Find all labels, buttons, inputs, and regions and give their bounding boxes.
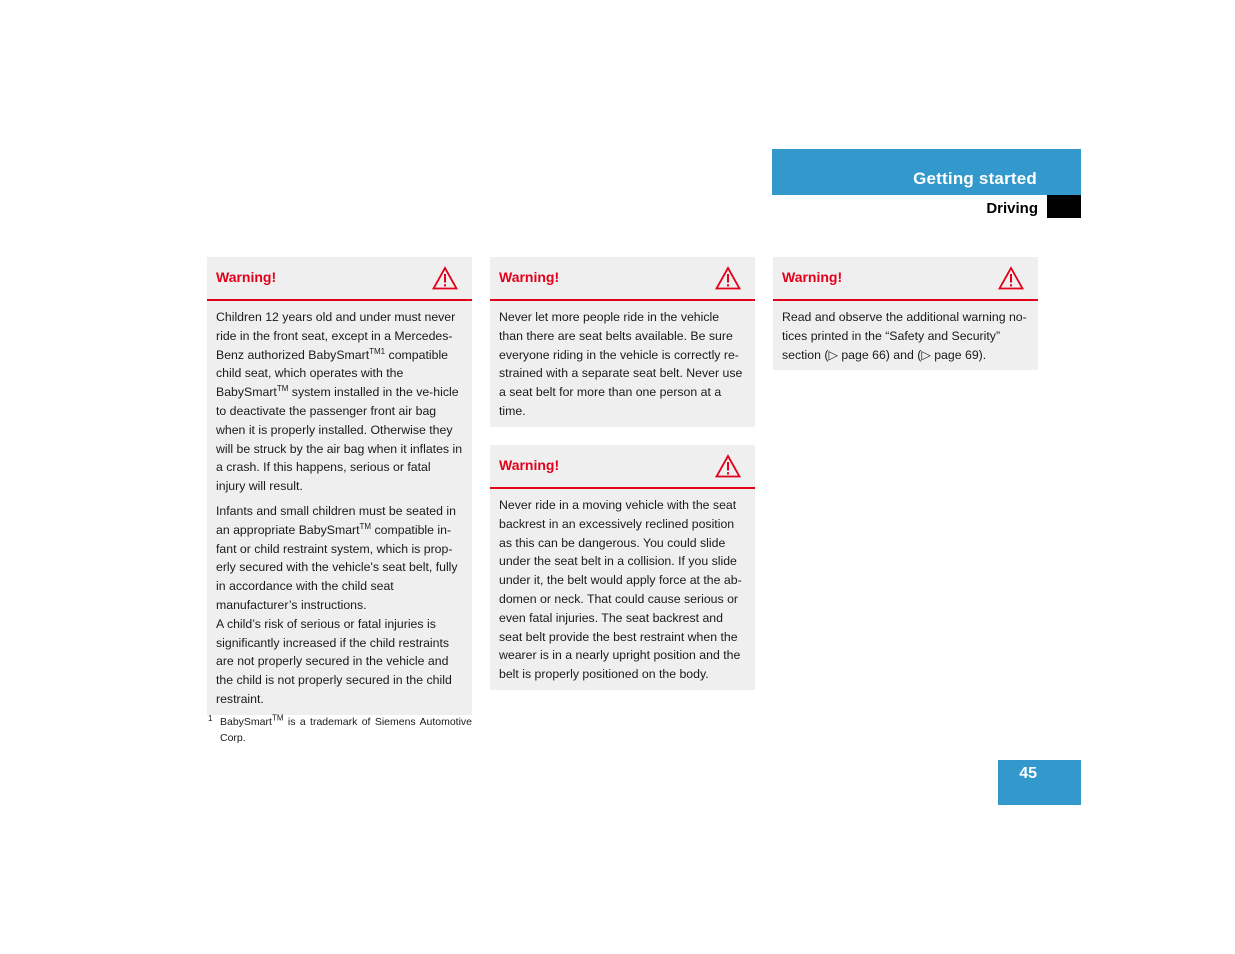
text-segment: Children 12 years old and under must never ride in the front seat, except in a Mercedes-Benz authorized BabySmart	[216, 310, 456, 362]
warning-header	[490, 445, 755, 489]
warning-box-reclined-seat	[490, 445, 755, 690]
warning-header	[773, 257, 1038, 301]
warning-paragraph	[216, 502, 463, 615]
text-segment: compatible in-fant or child restraint system, which is prop-erly secured with the vehicle's seat belt, fully in accordance with the child seat manufacturer’s instructions.	[216, 522, 458, 612]
footnote-mark: 1	[208, 714, 213, 723]
warning-paragraph	[216, 308, 463, 496]
warning-body	[207, 301, 472, 715]
section-title: Getting started	[913, 169, 1037, 188]
warning-paragraph: Never ride in a moving vehicle with the seat backrest in an excessively reclined position as this can be dangerous. You could slide under the seat belt in a collision. If you slide under it, the belt would apply force at the ab-domen or neck. That could cause serious or even fatal injuries. The seat backrest and seat belt provide the best restraint when the wearer is in a nearly upright position and the belt is properly positioned on the body.	[499, 498, 742, 682]
warning-paragraph: Read and observe the additional warning no-tices printed in the “Safety and Security” section (▷ page 66) and (▷ page 69).	[782, 310, 1027, 362]
warning-triangle-icon	[715, 266, 741, 290]
warning-body	[490, 301, 755, 427]
warning-label: Warning!	[216, 269, 277, 285]
warning-triangle-icon	[998, 266, 1024, 290]
warning-paragraph: A child’s risk of serious or fatal injuries is significantly increased if the child restraints are not properly secured in the vehicle and the child is not properly secured in the child restraint.	[216, 616, 452, 706]
page-number-box	[998, 760, 1081, 805]
warning-box-additional-notices	[773, 257, 1038, 370]
warning-triangle-icon	[715, 454, 741, 478]
trademark-superscript: TM1	[369, 346, 386, 356]
warning-header	[207, 257, 472, 301]
warning-triangle-icon	[432, 266, 458, 290]
trademark-superscript: TM	[276, 384, 289, 394]
warning-label: Warning!	[499, 457, 560, 473]
text-segment: Infants and small children must be seated in an appropriate BabySmart	[216, 503, 456, 537]
section-header-bar	[772, 149, 1081, 195]
warning-label: Warning!	[499, 269, 560, 285]
warning-paragraph: Never let more people ride in the vehicle than there are seat belts available. Be sure everyone riding in the vehicle is correctly re-strained with a separate seat belt. Never use a seat belt for more than one person at a time.	[499, 310, 743, 418]
trademark-superscript: TM	[359, 521, 372, 531]
warning-body	[490, 489, 755, 690]
text-segment: system installed in the ve-hicle to deactivate the passenger front air bag when it is properly installed. Otherwise they will be struck by the air bag when it inflates in a crash. If this happens, serious or fatal injury will result.	[216, 385, 463, 494]
subsection-title: Driving	[986, 200, 1038, 217]
text-segment: compatible child seat, which operates with the BabySmart	[216, 347, 449, 400]
warning-label: Warning!	[782, 269, 843, 285]
warning-box-seat-belts	[490, 257, 755, 427]
section-tab-marker	[1047, 195, 1081, 218]
text-segment: BabySmart	[220, 716, 272, 728]
page-number: 45	[1019, 765, 1037, 782]
warning-box-children	[207, 257, 472, 715]
footnote	[207, 714, 472, 746]
trademark-superscript: TM	[271, 713, 284, 723]
text-segment: is a trademark of Siemens Automotive Corp.	[220, 716, 472, 744]
warning-header	[490, 257, 755, 301]
footnote-text	[220, 714, 472, 746]
warning-body	[773, 301, 1038, 370]
